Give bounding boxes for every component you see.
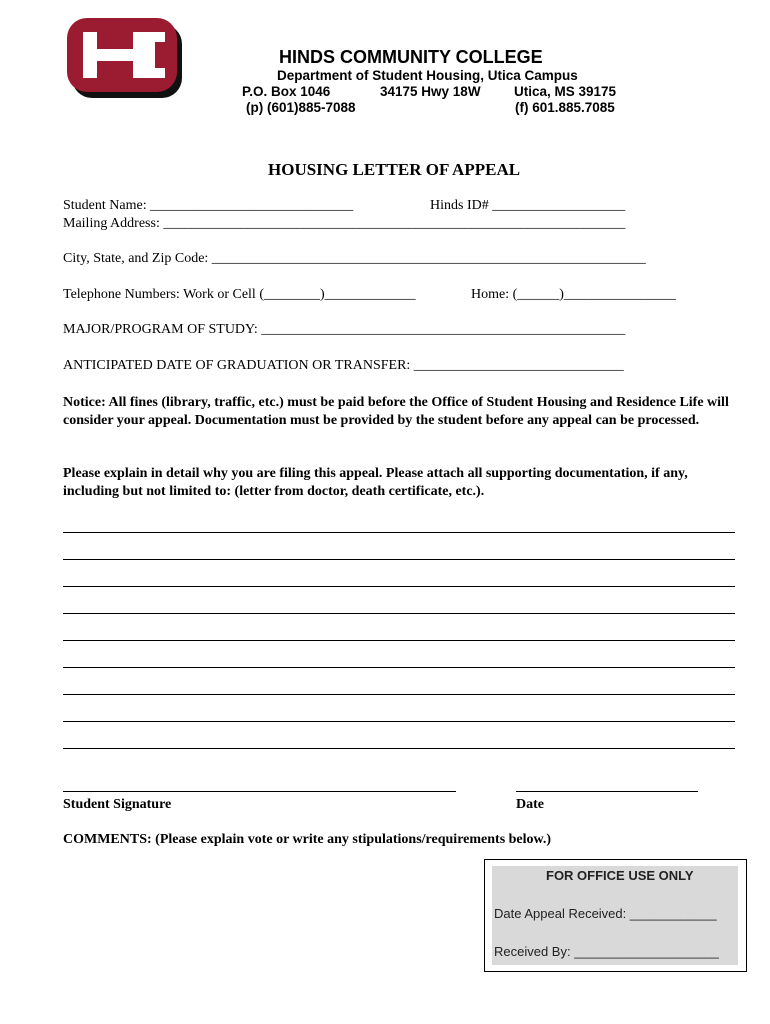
form-title: HOUSING LETTER OF APPEAL [268, 160, 521, 179]
office-use-title: FOR OFFICE USE ONLY [546, 868, 694, 883]
hinds-logo-icon [67, 18, 185, 100]
explanation-line[interactable] [63, 613, 735, 614]
department-name: Department of Student Housing, Utica Campus [277, 68, 578, 83]
explanation-line[interactable] [63, 694, 735, 695]
date-appeal-received-field[interactable]: Date Appeal Received: ____________ [494, 906, 717, 921]
home-phone-field[interactable]: Home: (______)________________ [471, 287, 676, 302]
phone-number: (p) (601)885-7088 [246, 100, 356, 115]
city-address: Utica, MS 39175 [514, 84, 617, 99]
street-address: 34175 Hwy 18W [380, 84, 481, 99]
instructions-text: Please explain in detail why you are filing this appeal. Please attach all supporting documentation, if any, including but not limited to: (letter from doctor, death certificate, etc.). [63, 466, 688, 499]
work-phone-field[interactable]: Telephone Numbers: Work or Cell (________)_____________ [63, 287, 416, 302]
college-name: HINDS COMMUNITY COLLEGE [279, 47, 543, 67]
student-name-field[interactable]: Student Name: _____________________________ [63, 198, 354, 213]
received-by-field[interactable]: Received By: ____________________ [494, 944, 719, 959]
date-line[interactable] [516, 791, 698, 792]
student-signature-line[interactable] [63, 791, 456, 792]
explanation-line[interactable] [63, 532, 735, 533]
explanation-line[interactable] [63, 559, 735, 560]
city-state-zip-field[interactable]: City, State, and Zip Code: ______________________________________________________________ [63, 251, 646, 266]
notice-text: Notice: All fines (library, traffic, etc.) must be paid before the Office of Student Housing and Residence Life will consider your appeal. Documentation must be provided by the student before any appeal can be processed. [63, 395, 729, 428]
explanation-line[interactable] [63, 721, 735, 722]
student-signature-label: Student Signature [63, 797, 172, 812]
date-label: Date [516, 797, 544, 812]
mailing-address-field[interactable]: Mailing Address: __________________________________________________________________ [63, 216, 626, 231]
explanation-line[interactable] [63, 586, 735, 587]
fax-number: (f) 601.885.7085 [515, 100, 615, 115]
explanation-line[interactable] [63, 640, 735, 641]
explanation-line[interactable] [63, 667, 735, 668]
explanation-line[interactable] [63, 748, 735, 749]
po-box: P.O. Box 1046 [242, 84, 331, 99]
major-field[interactable]: MAJOR/PROGRAM OF STUDY: ____________________________________________________ [63, 322, 626, 337]
comments-label: COMMENTS: (Please explain vote or write any stipulations/requirements below.) [63, 832, 552, 847]
hinds-id-field[interactable]: Hinds ID# ___________________ [430, 198, 626, 213]
graduation-date-field[interactable]: ANTICIPATED DATE OF GRADUATION OR TRANSFER: ______________________________ [63, 358, 624, 373]
